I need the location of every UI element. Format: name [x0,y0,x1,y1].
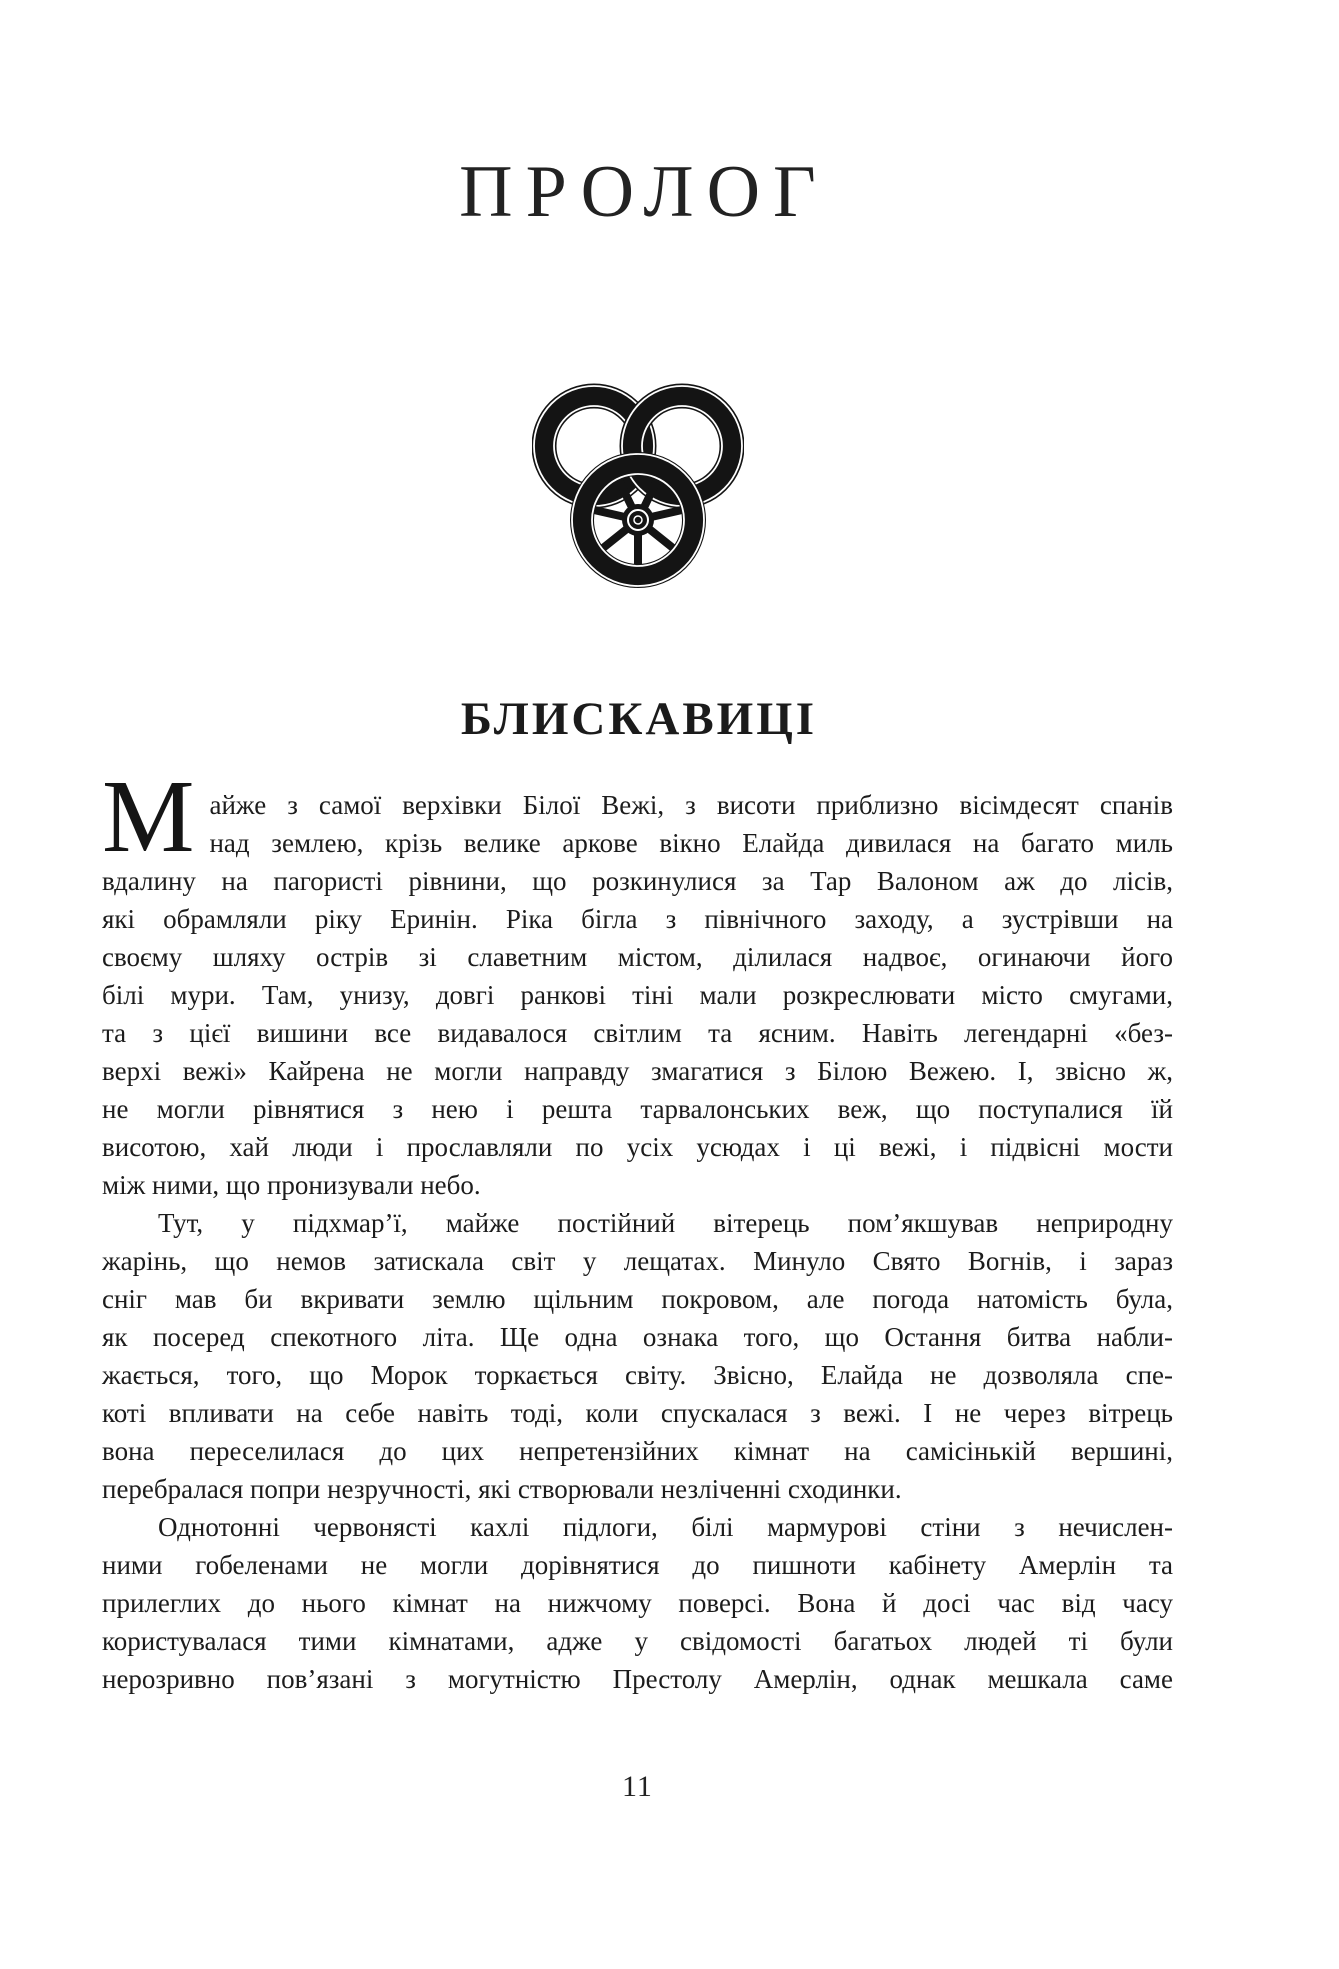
body-text [102,759,1173,1698]
book-page [102,0,1173,1804]
paragraph [102,1508,1173,1698]
text-line: верхі вежі» Кайрена не могли направду змагатися з Білою Вежею. І, звісно ж, [102,1056,1173,1086]
text-line: жається, того, що Морок торкається світу. Звісно, Елайда не дозволяла спе- [102,1360,1173,1390]
snake-wheel-ornament [532,380,744,590]
text-line: коті впливати на себе навіть тоді, коли спускалася з вежі. І не через вітрець [102,1398,1173,1428]
drop-cap: М [102,759,195,874]
text-line: айже з самої верхівки Білої Вежі, з висоти приблизно вісімдесят спанів [209,790,1173,820]
chapter-title: БЛИСКАВИЦІ [460,693,818,745]
text-line: сніг мав би вкривати землю щільним покровом, але погода натомість була, [102,1284,1173,1314]
snake-wheel-icon [532,380,744,590]
page-title: ПРОЛОГ [459,151,829,233]
text-line: білі мури. Там, унизу, довгі ранкові тіні мали розкреслювати місто смугами, [102,980,1173,1010]
paragraph [102,759,1173,1204]
text-line: Тут, у підхмар’ї, майже постійний вітерець пом’якшував неприродну [158,1208,1173,1238]
text-line: перебралася попри незручності, які створювали незліченні сходинки. [102,1474,902,1504]
text-line: не могли рівнятися з нею і решта тарвалонських веж, що поступалися їй [102,1094,1173,1124]
text-line: як посеред спекотного літа. Ще одна ознака того, що Остання битва набли- [102,1322,1173,1352]
text-line: вдалину на пагористі рівнини, що розкинулися за Тар Валоном аж до лісів, [102,866,1173,896]
text-line: прилеглих до нього кімнат на нижчому поверсі. Вона й досі час від часу [102,1588,1173,1618]
text-line: та з цієї вишини все видавалося світлим та ясним. Навіть легендарні «без- [102,1018,1173,1048]
text-line: над землею, крізь велике аркове вікно Елайда дивилася на багато миль [209,828,1173,858]
text-line: між ними, що пронизували небо. [102,1170,481,1200]
text-line: своєму шляху острів зі славетним містом, ділилася надвоє, огинаючи його [102,942,1173,972]
page-number: 11 [622,1770,653,1803]
text-line: вона переселилася до цих непретензійних кімнат на самісінькій вершині, [102,1436,1173,1466]
text-line: нерозривно пов’язані з могутністю Престолу Амерлін, однак мешкала саме [102,1664,1173,1694]
paragraph [102,1204,1173,1508]
text-line: ними гобеленами не могли дорівнятися до пишноти кабінету Амерлін та [102,1550,1173,1580]
text-line: користувалася тими кімнатами, адже у свідомості багатьох людей ті були [102,1626,1173,1656]
text-line: жарінь, що немов затискала світ у лещатах. Минуло Свято Вогнів, і зараз [102,1246,1173,1276]
text-line: Однотонні червонясті кахлі підлоги, білі мармурові стіни з нечислен- [158,1512,1173,1542]
text-line: які обрамляли ріку Еринін. Ріка бігла з північного заходу, а зустрівши на [102,904,1173,934]
text-line: висотою, хай люди і прославляли по усіх усюдах і ці вежі, і підвісні мости [102,1132,1173,1162]
